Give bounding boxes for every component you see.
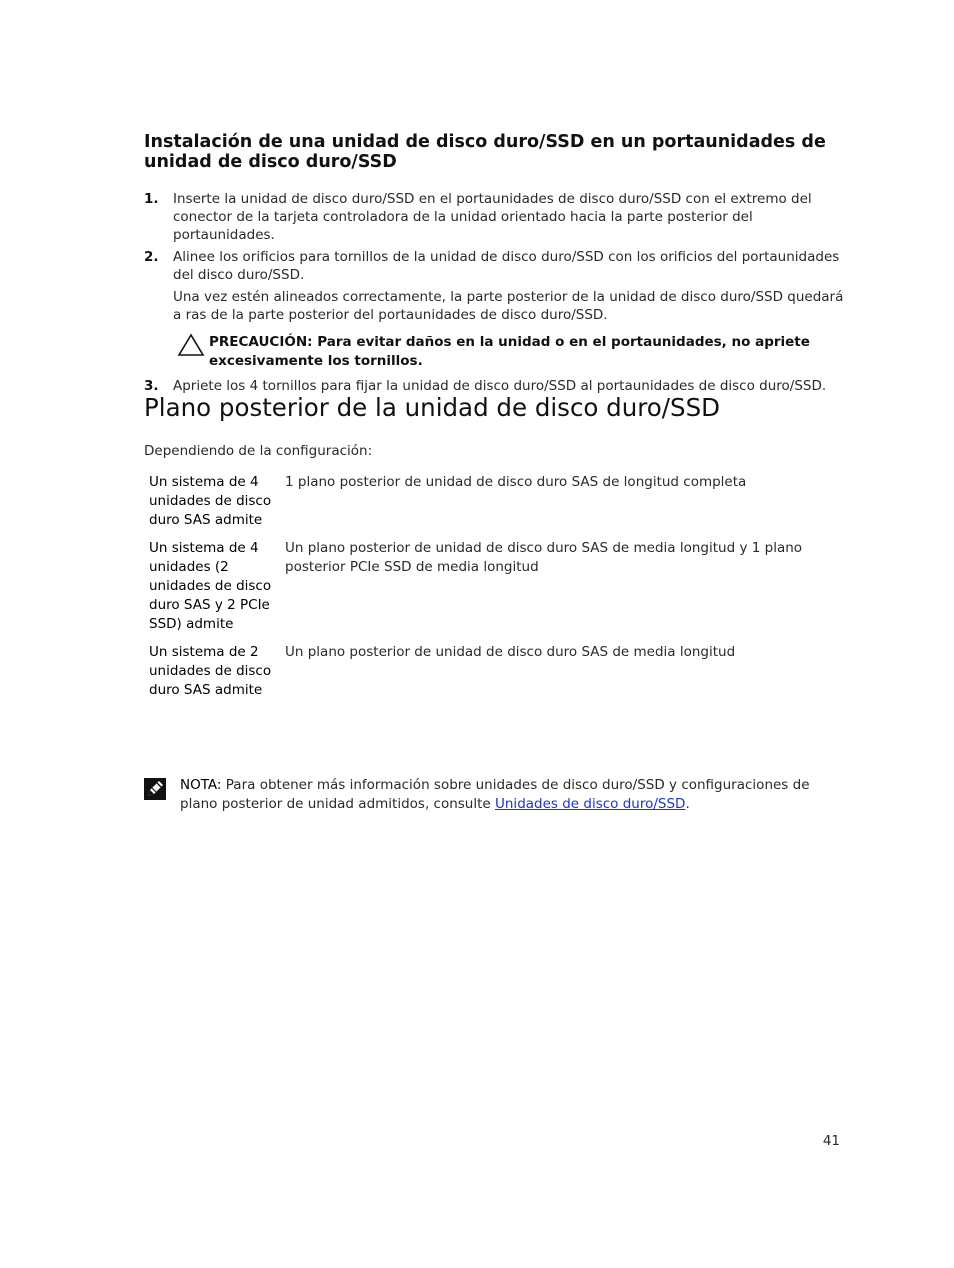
step-item (144, 248, 844, 371)
note-block (144, 776, 844, 814)
step-text: Apriete los 4 tornillos para fijar la unidad de disco duro/SSD al portaunidades de disco duro/SSD. (173, 378, 827, 394)
step-number: 2. (144, 249, 159, 265)
config-label: Un sistema de 4 unidades de disco duro SAS admite (149, 474, 272, 529)
table-row (144, 473, 844, 539)
page-number: 41 (822, 1133, 840, 1149)
caution-text: PRECAUCIÓN: Para evitar daños en la unidad o en el portaunidades, no apriete excesivamente los tornillos. (209, 334, 810, 369)
step-text: Inserte la unidad de disco duro/SSD en el portaunidades de disco duro/SSD con el extremo del conector de la tarjeta controladora de la unidad orientado hacia la parte posterior del portaunidades. (173, 191, 812, 243)
section-heading: Instalación de una unidad de disco duro/SSD en un portaunidades de unidad de disco duro/SSD (144, 132, 826, 172)
step-number: 3. (144, 378, 159, 394)
table-row (144, 643, 844, 709)
config-label: Un sistema de 4 unidades (2 unidades de disco duro SAS y 2 PCIe SSD) admite (149, 539, 272, 633)
backplane-intro: Dependiendo de la configuración: (144, 443, 373, 459)
caution-triangle-icon (177, 333, 205, 357)
note-pencil-icon (144, 778, 166, 800)
backplane-heading: Plano posterior de la unidad de disco duro/SSD (144, 393, 721, 422)
config-value: 1 plano posterior de unidad de disco duro SAS de longitud completa (285, 474, 747, 490)
caution-notice (173, 333, 844, 371)
note-text: Para obtener más información sobre unidades de disco duro/SSD y configuraciones de plano posterior de unidad admitidos, consulte (180, 777, 810, 812)
config-label: Un sistema de 2 unidades de disco duro SAS admite (149, 643, 272, 699)
installation-steps (144, 190, 844, 395)
note-end: . (685, 796, 690, 812)
config-value: Un plano posterior de unidad de disco duro SAS de media longitud y 1 plano posterior PCIe SSD de media longitud (285, 539, 803, 575)
note-label: NOTA: (180, 777, 222, 793)
backplane-config-table (144, 473, 844, 708)
config-value: Un plano posterior de unidad de disco duro SAS de media longitud (285, 643, 736, 660)
step-text: Alinee los orificios para tornillos de la unidad de disco duro/SSD con los orificios del portaunidades del disco duro/SSD. (173, 249, 840, 283)
note-body (144, 776, 844, 814)
step-item (144, 190, 844, 244)
table-row (144, 539, 844, 643)
step-number: 1. (144, 191, 159, 207)
step-additional-text: Una vez estén alineados correctamente, la parte posterior de la unidad de disco duro/SSD quedará a ras de la parte posterior del portaunidades de disco duro/SSD. (173, 289, 844, 323)
hdd-ssd-link[interactable]: Unidades de disco duro/SSD (495, 796, 686, 812)
